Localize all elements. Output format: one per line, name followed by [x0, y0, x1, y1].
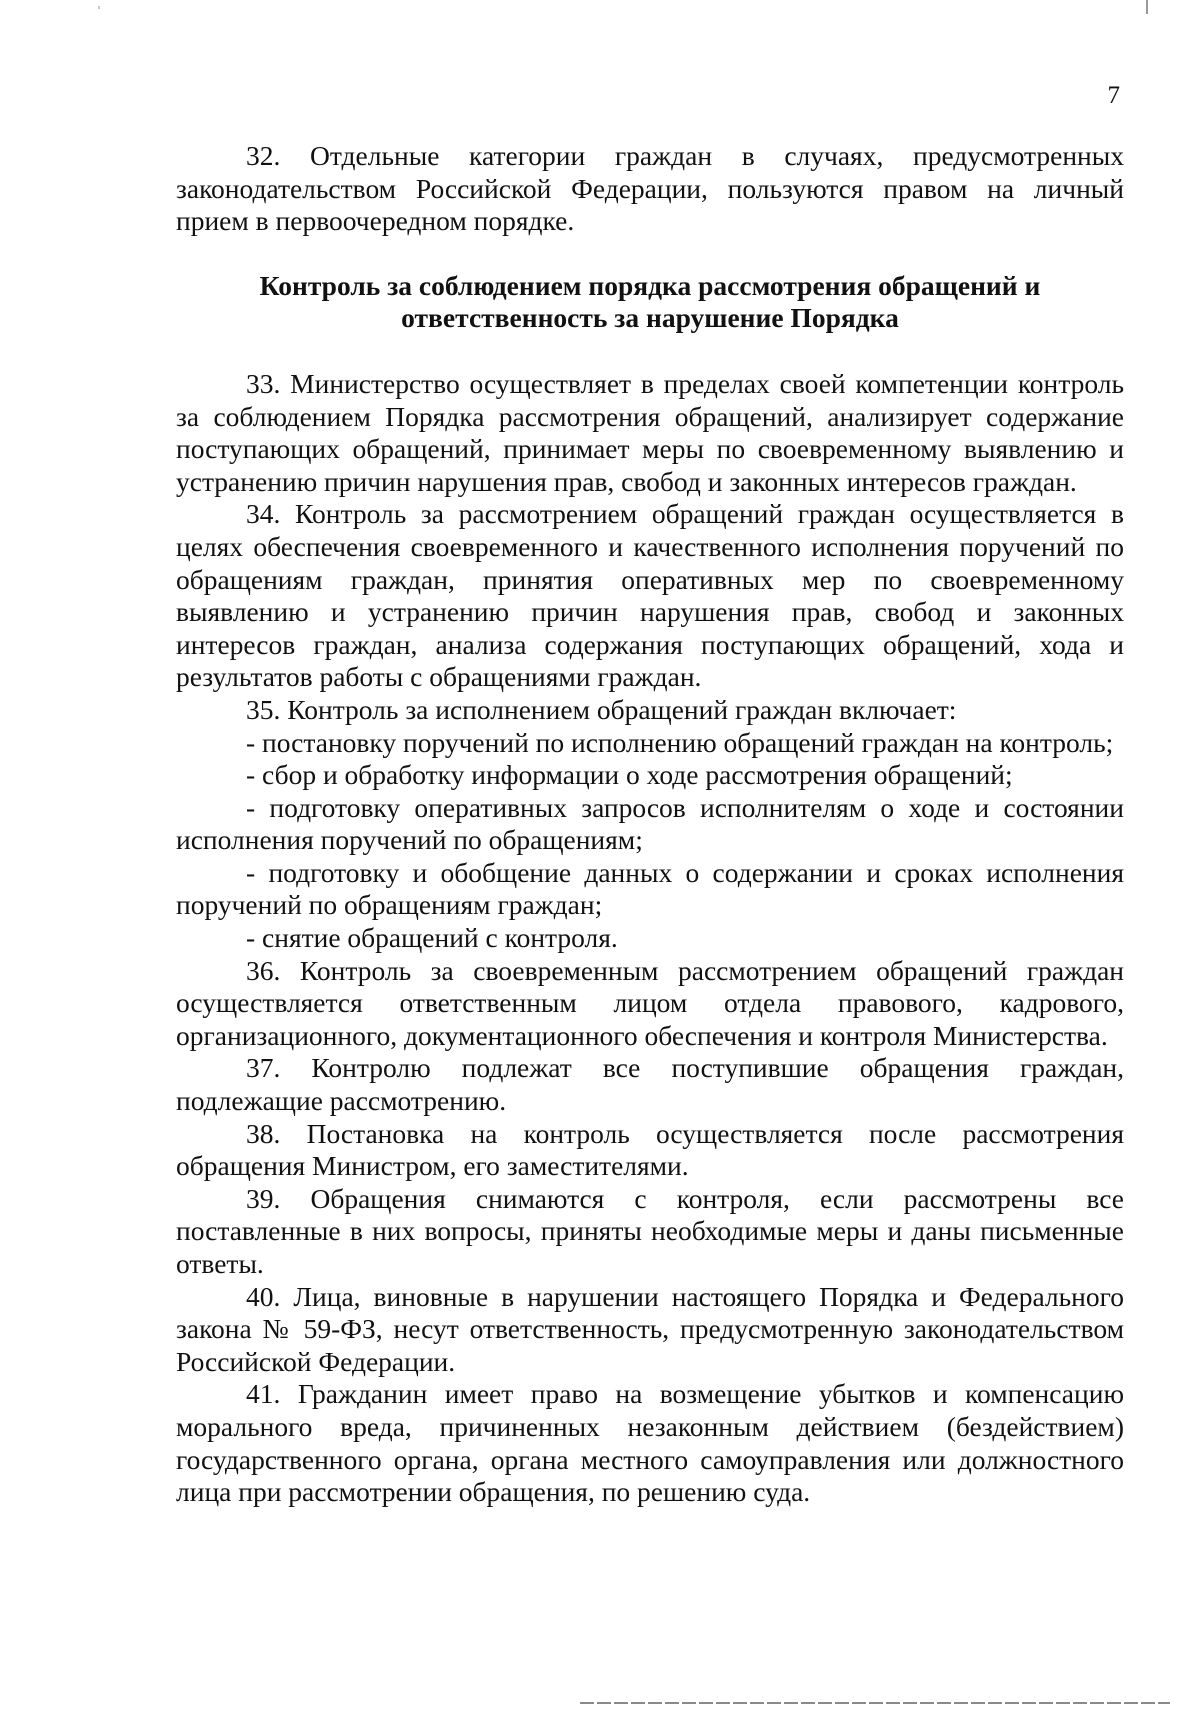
- list-item: - постановку поручений по исполнению обращений граждан на контроль;: [246, 726, 1114, 758]
- scan-artifact-mark: [1146, 0, 1148, 14]
- page-number: 7: [1107, 82, 1120, 109]
- paragraph-36: 36. Контроль за своевременным рассмотрением обращений граждан осуществляется ответственным лицом отдела правового, кадрового, организационного, документационного обеспечения и контроля Министерства.: [176, 954, 1124, 1051]
- paragraph-41: 41. Гражданин имеет право на возмещение убытков и компенсацию морального вреда, причиненных незаконным действием (бездействием) государственного органа, органа местного самоуправления или должностного лица при рассмотрении обращения, по решению суда.: [176, 1378, 1124, 1508]
- paragraph-34: 34. Контроль за рассмотрением обращений граждан осуществляется в целях обеспечения своевременного и качественного исполнения поручений по обращениям граждан, принятия оперативных мер по своевременному выявлению и устранению причин нарушения прав, свобод и законных интересов граждан, анализа содержания поступающих обращений, хода и результатов работы с обращениями граждан.: [176, 498, 1124, 693]
- paragraph-33: 33. Министерство осуществляет в пределах своей компетенции контроль за соблюдением Порядка рассмотрения обращений, анализирует содержание поступающих обращений, принимает меры по своевременному выявлению и устранению причин нарушения прав, свобод и законных интересов граждан.: [176, 367, 1124, 497]
- section-heading: Контроль за соблюдением порядка рассмотрения обращений и ответственность за нарушение Порядка: [259, 269, 1041, 334]
- paragraph-40: 40. Лица, виновные в нарушении настоящего Порядка и Федерального закона № 59-ФЗ, несут ответственность, предусмотренную законодательством Российской Федерации.: [176, 1280, 1124, 1377]
- list-item: - сбор и обработку информации о ходе рассмотрения обращений;: [246, 759, 1013, 791]
- document-body: [176, 140, 1124, 1509]
- list-item: - подготовку оперативных запросов исполнителям о ходе и состоянии исполнения поручений по обращениям;: [176, 791, 1124, 856]
- scan-artifact-line: [580, 1702, 1170, 1704]
- paragraph-39: 39. Обращения снимаются с контроля, если рассмотрены все поставленные в них вопросы, приняты необходимые меры и даны письменные ответы.: [176, 1182, 1124, 1279]
- paragraph-38: 38. Постановка на контроль осуществляется после рассмотрения обращения Министром, его заместителями.: [176, 1117, 1124, 1182]
- paragraph-32: 32. Отдельные категории граждан в случаях, предусмотренных законодательством Российской Федерации, пользуются правом на личный прием в первоочередном порядке.: [176, 140, 1124, 237]
- scan-artifact-dot: [98, 6, 100, 9]
- paragraph-37: 37. Контролю подлежат все поступившие обращения граждан, подлежащие рассмотрению.: [176, 1052, 1124, 1117]
- list-item: - подготовку и обобщение данных о содержании и сроках исполнения поручений по обращениям граждан;: [176, 856, 1124, 921]
- list-item: - снятие обращений с контроля.: [246, 922, 618, 954]
- paragraph-35: 35. Контроль за исполнением обращений граждан включает:: [246, 693, 957, 725]
